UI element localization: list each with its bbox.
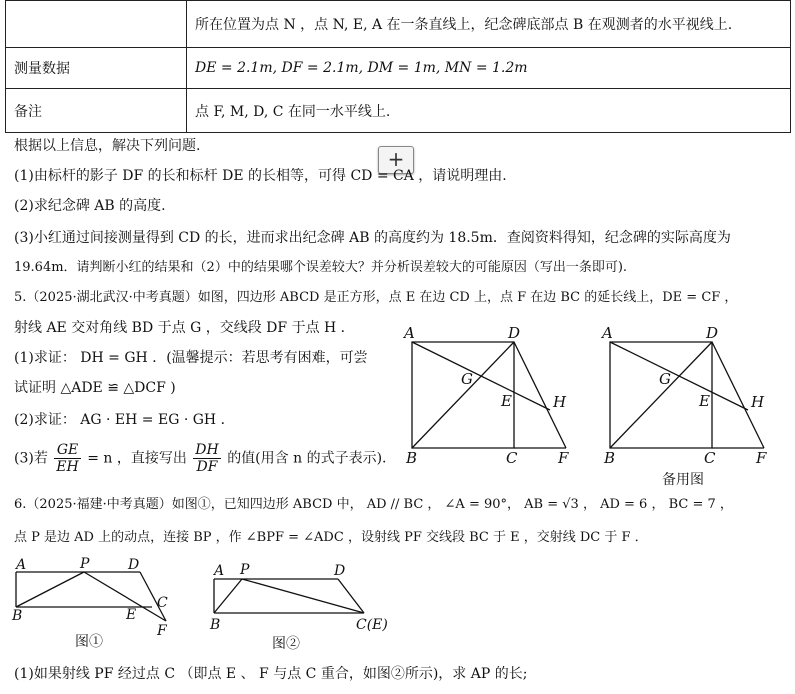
label-p: P — [80, 556, 90, 572]
label-f: F — [558, 449, 569, 467]
problem-5-sub1-b: 试证明 △ADE ≌ △DCF ) — [14, 380, 176, 396]
question-3-3-line2: 19.64m．请判断小红的结果和（2）中的结果哪个误差较大？并分析误差较大的可能原因（写出一条即可). — [14, 260, 628, 275]
problem-6-sub1: (1)如果射线 PF 经过点 C （即点 E 、 F 与点 C 重合，如图②所示)，求 AP 的长; — [14, 666, 528, 682]
fraction-ge-eh — [54, 442, 80, 475]
table-label-cell: 备注 — [6, 89, 187, 133]
intro-text: 根据以上信息，解决下列问题. — [14, 138, 201, 154]
fraction-denominator: DF — [196, 459, 218, 475]
sub3-middle: = n ，直接写出 — [87, 450, 187, 467]
problem-5-figures — [400, 320, 795, 490]
label-a: A — [16, 557, 27, 573]
label-c: C — [704, 449, 716, 467]
question-3-2: (2)求纪念碑 AB 的高度. — [14, 198, 166, 214]
ray-ae — [412, 342, 550, 410]
ray-ae — [610, 342, 748, 410]
figure-1-caption: 图① — [75, 634, 103, 650]
label-h: H — [751, 393, 765, 411]
problem-5-line1: 5.（2025·湖北武汉·中考真题）如图，四边形 ABCD 是正方形，点 E 在边 CD 上，点 F 在边 BC 的延长线上，DE = CF ， — [14, 290, 738, 305]
label-b: B — [406, 449, 418, 467]
label-h: H — [553, 393, 567, 411]
label-f: F — [756, 449, 767, 467]
problem-5-sub2: (2)求证： AG · EH = EG · GH ． — [14, 412, 235, 428]
label-c: C — [157, 595, 168, 611]
segment-pc — [242, 579, 364, 613]
label-c-e: C(E) — [356, 617, 388, 633]
table-row — [6, 89, 791, 133]
problem-6-line2: 点 P 是边 AD 上的动点，连接 BP ，作 ∠BPF = ∠ADC ，设射线 PF 交线段 BC 于 E ，交射线 DC 于 F ． — [14, 530, 648, 545]
label-d: D — [334, 563, 346, 579]
label-b: B — [12, 608, 23, 624]
fraction-denominator: EH — [56, 459, 79, 475]
segment-bp — [214, 579, 242, 613]
square-figure-main — [412, 342, 566, 448]
problem-6-line1: 6.（2025·福建·中考真题）如图①，已知四边形 ABCD 中， AD // BC ， ∠A = 90°， AB = √3 ， AD = 6 ， BC = 7 ， — [14, 497, 733, 512]
label-a: A — [404, 324, 415, 342]
table-row — [6, 1, 791, 48]
problem-5-line2: 射线 AE 交对角线 BD 于点 G ，交线段 DF 于点 H ． — [14, 320, 355, 336]
segment-bp — [16, 572, 84, 607]
label-p: P — [240, 562, 250, 578]
diagonal-bd — [412, 342, 514, 448]
label-e: E — [501, 392, 512, 410]
label-a: A — [602, 324, 613, 342]
segment-dc — [338, 579, 364, 613]
problem-5-sub3 — [14, 442, 386, 475]
question-3-3-line1: (3)小红通过间接测量得到 CD 的长，进而求出纪念碑 AB 的高度约为 18.5m．查阅资料得知，纪念碑的实际高度为 — [14, 230, 731, 246]
label-b: B — [604, 449, 616, 467]
figure-2-caption: 图② — [272, 636, 300, 652]
label-e: E — [699, 392, 710, 410]
figure-2 — [214, 579, 364, 613]
add-button[interactable]: + — [378, 146, 414, 174]
problem-5-sub1-a: (1)求证： DH = GH ．(温馨提示：若思考有困难，可尝 — [14, 350, 368, 366]
label-b: B — [210, 617, 221, 633]
square-figure-backup — [610, 342, 764, 448]
problem-6-figures — [0, 555, 420, 660]
figure-1 — [16, 572, 166, 621]
label-e: E — [126, 607, 137, 623]
label-d: D — [128, 557, 140, 573]
diagonal-bd — [610, 342, 712, 448]
question-3-1: (1)由标杆的影子 DF 的长和标杆 DE 的长相等，可得 CD = CA ，请说明理由. — [14, 168, 507, 184]
backup-figure-caption: 备用图 — [662, 472, 704, 488]
measurement-table — [5, 0, 791, 133]
fraction-dh-df — [193, 442, 220, 475]
label-d: D — [706, 324, 719, 342]
label-c: C — [506, 449, 518, 467]
table-content-cell: 所在位置为点 N ，点 N, E, A 在一条直线上，纪念碑底部点 B 在观测者的水平视线上. — [187, 1, 791, 48]
table-content-cell: DE = 2.1m, DF = 2.1m, DM = 1m, MN = 1.2m — [187, 48, 791, 89]
label-g: G — [461, 370, 473, 388]
label-d: D — [508, 324, 521, 342]
label-g: G — [659, 370, 671, 388]
sub3-prefix: (3)若 — [14, 450, 48, 467]
fraction-numerator: DH — [195, 442, 219, 458]
table-content-cell: 点 F, M, D, C 在同一水平线上. — [187, 89, 791, 133]
table-label-cell: 测量数据 — [6, 48, 187, 89]
label-a: A — [214, 563, 225, 579]
fraction-numerator: GE — [54, 442, 80, 459]
table-row — [6, 48, 791, 89]
table-label-cell — [6, 1, 187, 48]
label-f: F — [157, 623, 167, 639]
sub3-suffix: 的值(用含 n 的式子表示). — [227, 450, 387, 467]
